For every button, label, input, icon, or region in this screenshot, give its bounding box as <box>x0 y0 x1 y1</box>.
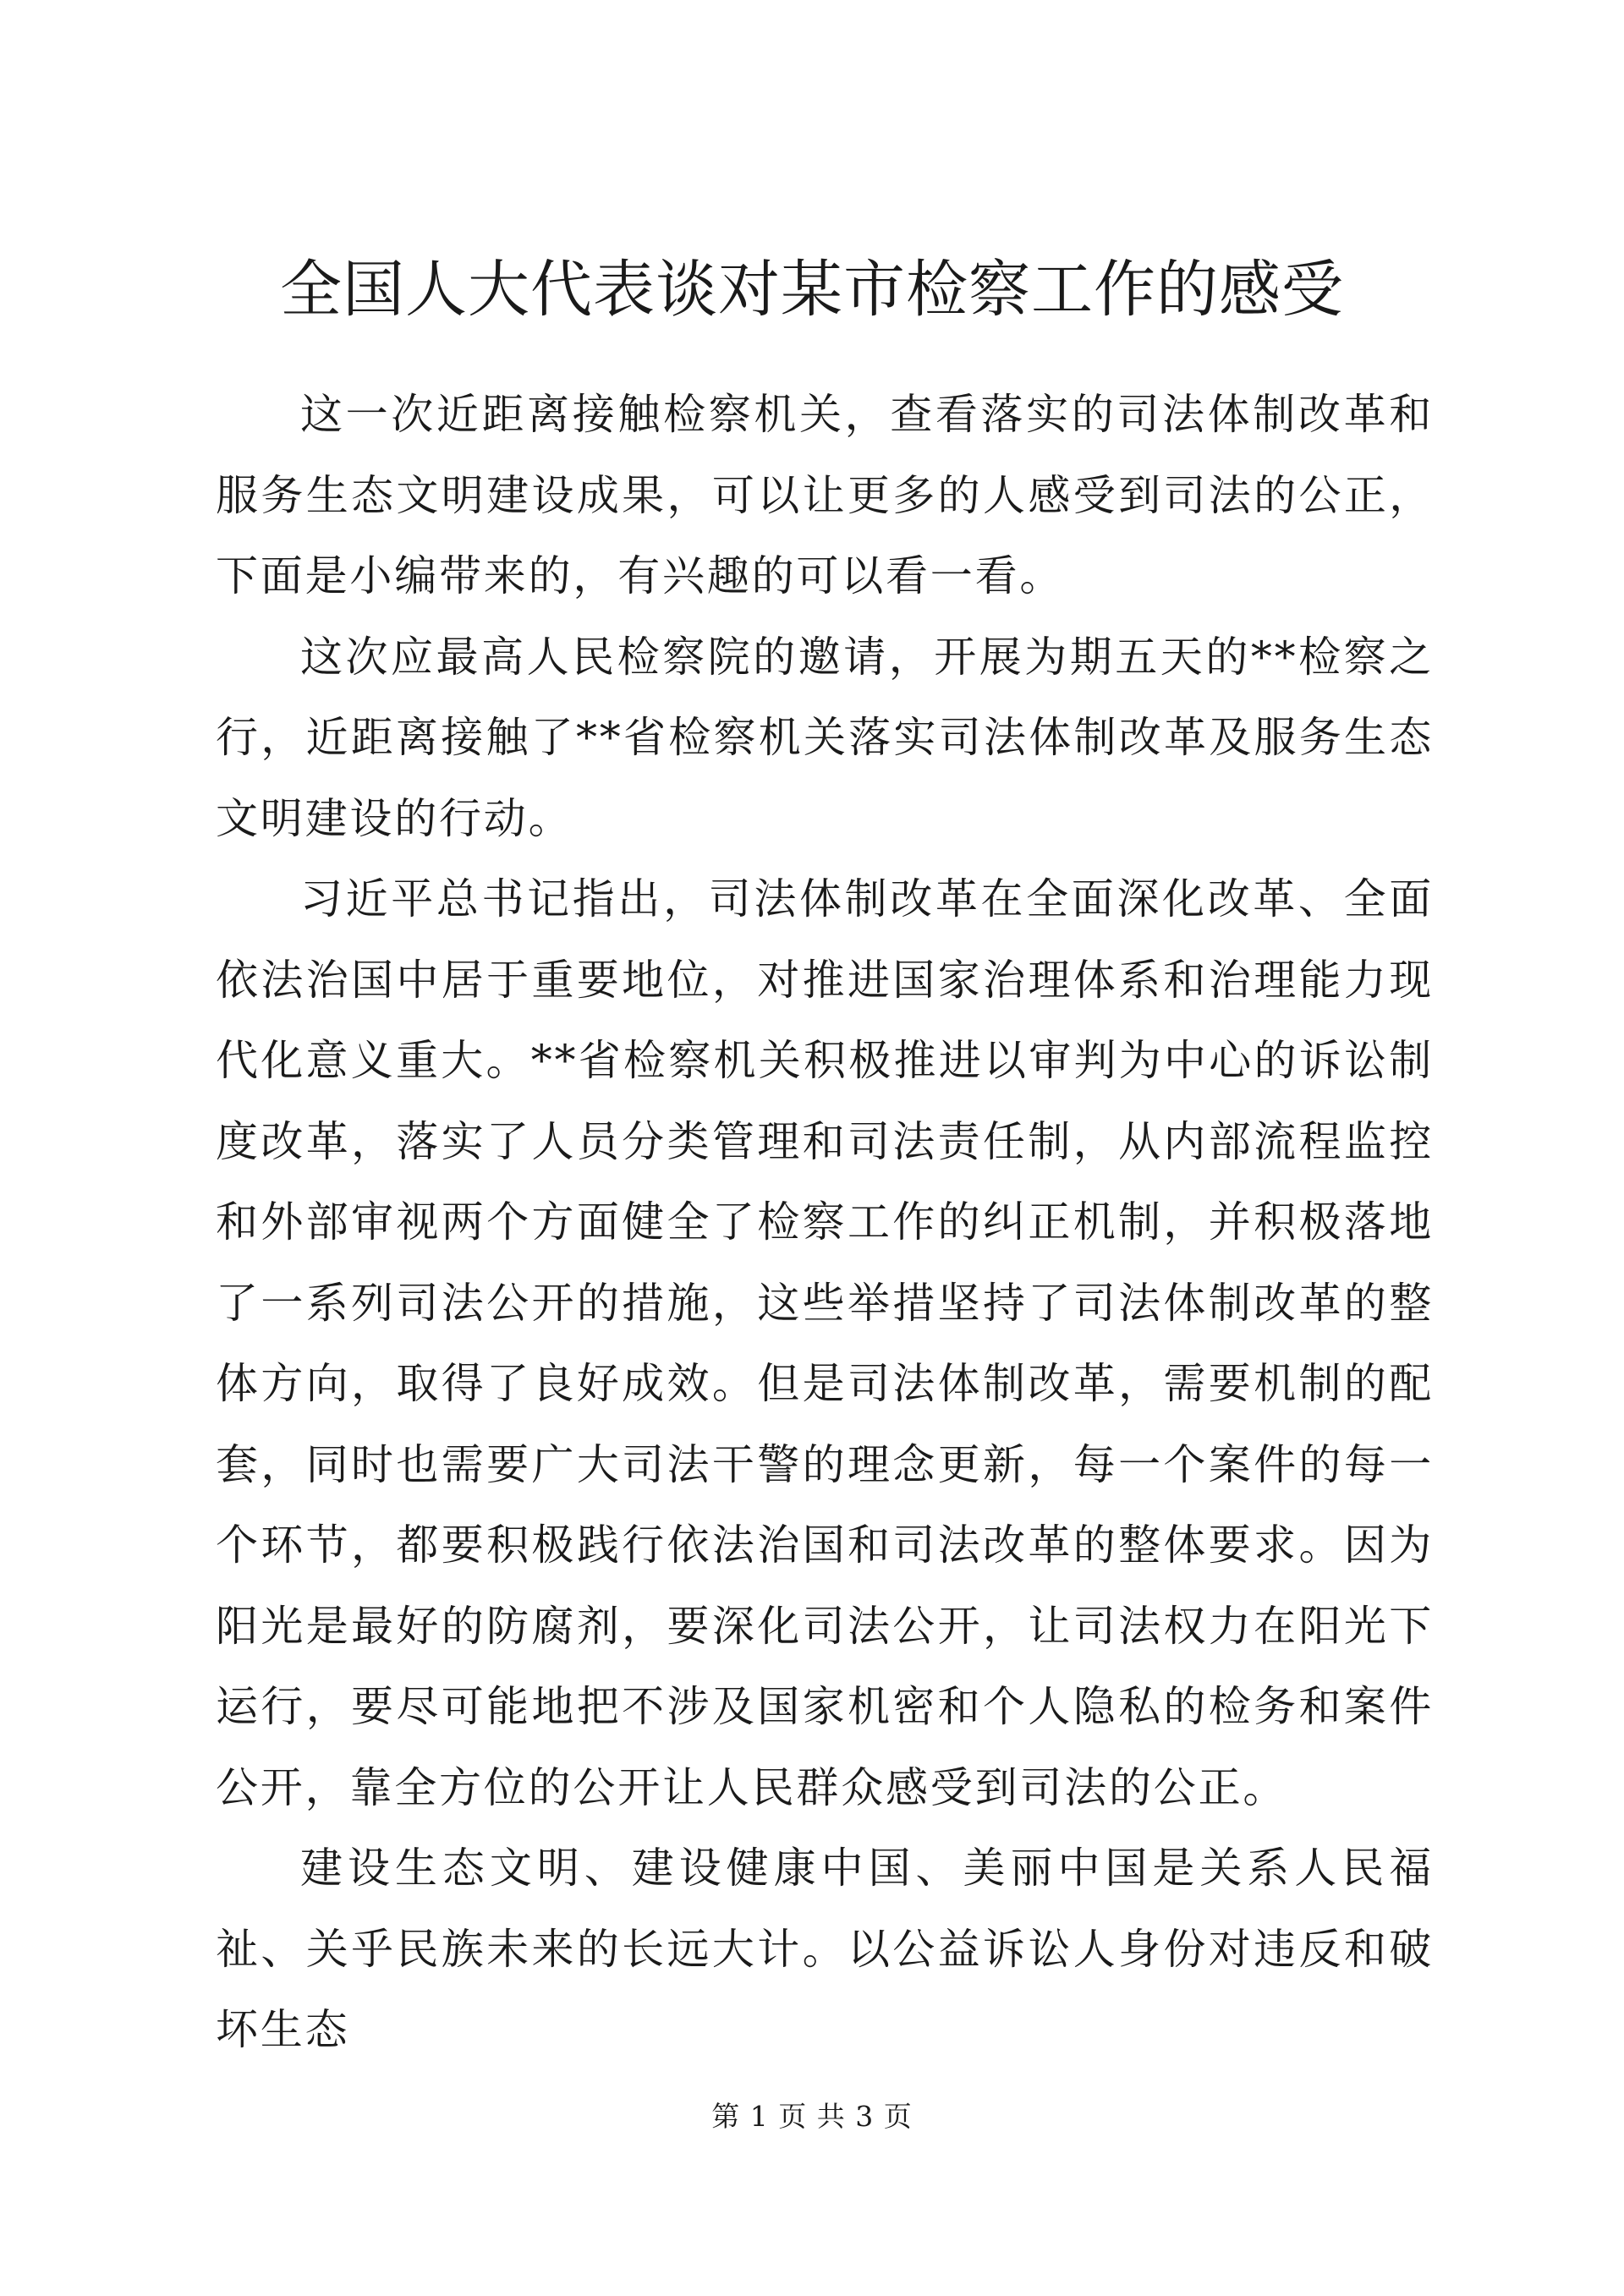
paragraph-3: 习近平总书记指出，司法体制改革在全面深化改革、全面依法治国中居于重要地位，对推进国家治理体系和治理能力现代化意义重大。**省检察机关积极推进以审判为中心的诉讼制度改革，落实了人员分类管理和司法责任制，从内部流程监控和外部审视两个方面健全了检察工作的纠正机制，并积极落地了一系列司法公开的措施，这些举措坚持了司法体制改革的整体方向，取得了良好成效。但是司法体制改革，需要机制的配套，同时也需要广大司法干警的理念更新，每一个案件的每一个环节，都要积极践行依法治国和司法改革的整体要求。因为阳光是最好的防腐剂，要深化司法公开，让司法权力在阳光下运行，要尽可能地把不涉及国家机密和个人隐私的检务和案件公开，靠全方位的公开让人民群众感受到司法的公正。 <box>216 874 1434 1812</box>
paragraph-1: 这一次近距离接触检察机关，查看落实的司法体制改革和服务生态文明建设成果，可以让更多的人感受到司法的公正，下面是小编带来的，有兴趣的可以看一看。 <box>216 390 1434 600</box>
document-body <box>216 375 1434 2071</box>
page-number-footer: 第 1 页 共 3 页 <box>711 2100 913 2133</box>
paragraph-4: 建设生态文明、建设健康中国、美丽中国是关系人民福祉、关乎民族未来的长远大计。以公益诉讼人身份对违反和破坏生态 <box>216 1844 1434 2054</box>
paragraph-2: 这次应最高人民检察院的邀请，开展为期五天的**检察之行，近距离接触了**省检察机关落实司法体制改革及服务生态文明建设的行动。 <box>216 632 1434 843</box>
document-title: 全国人大代表谈对某市检察工作的感受 <box>280 254 1344 326</box>
